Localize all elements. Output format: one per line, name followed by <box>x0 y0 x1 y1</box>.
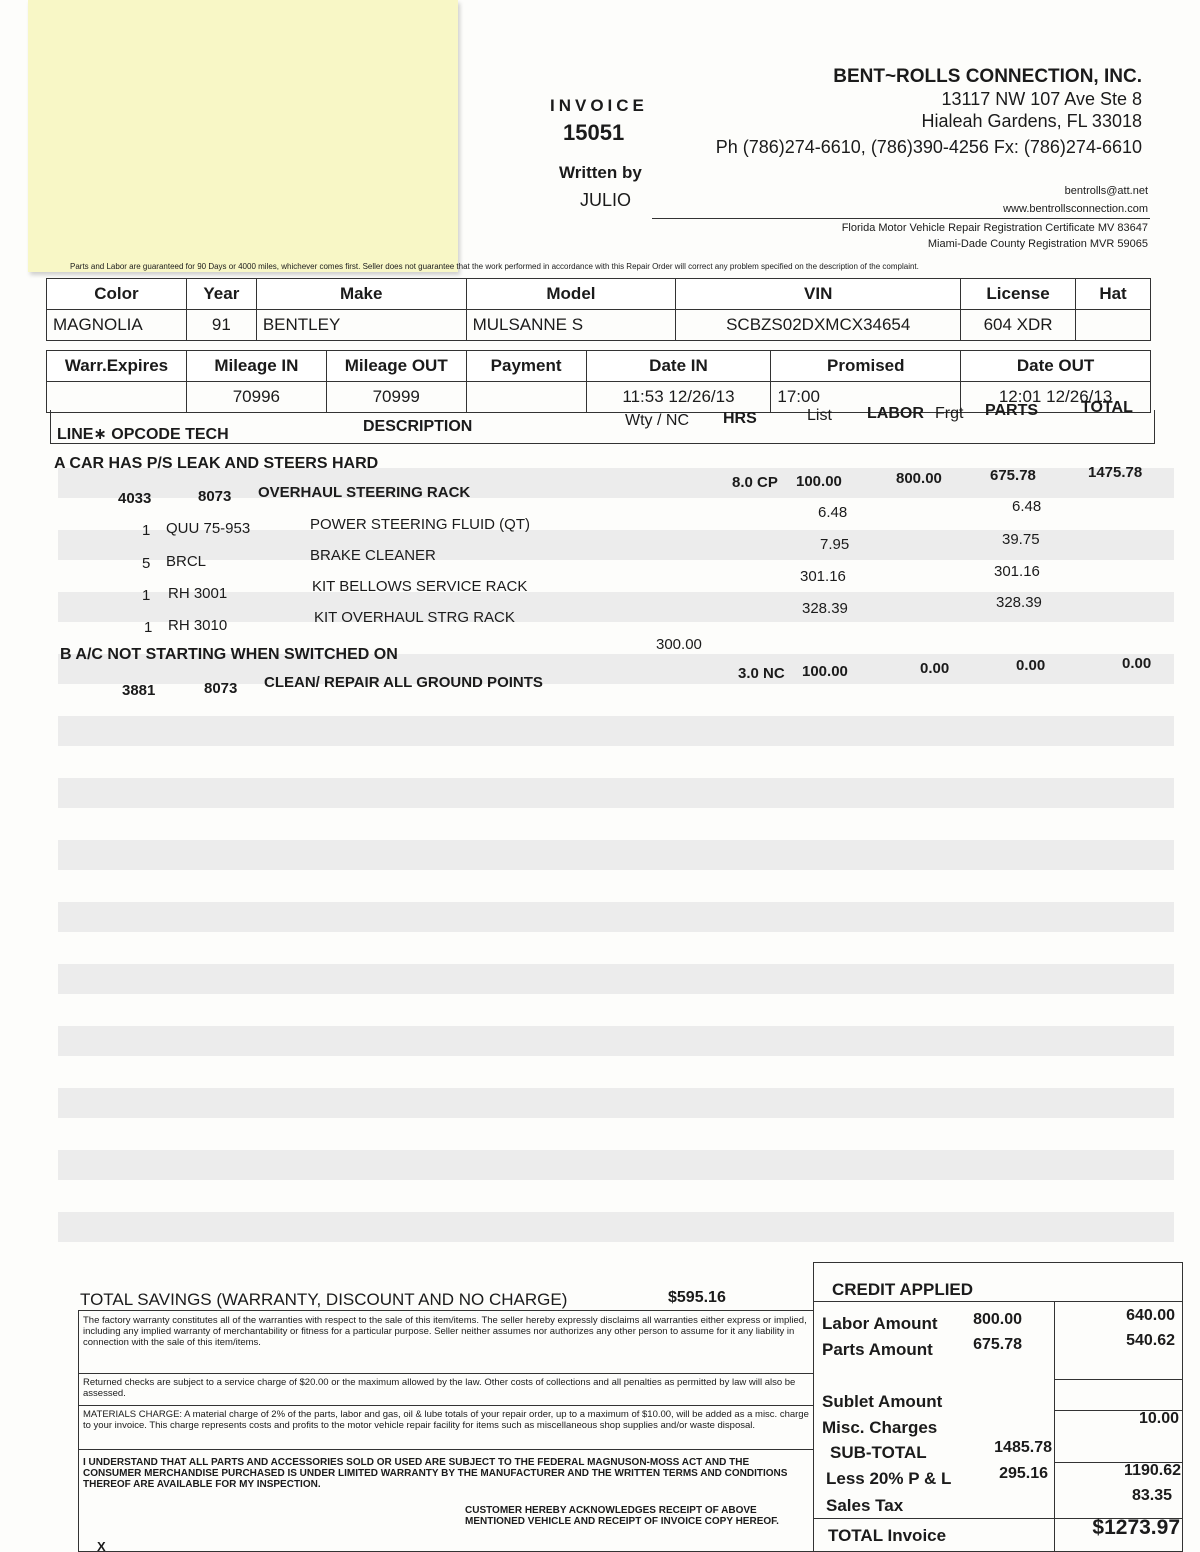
legal-divider <box>79 1449 813 1450</box>
line-b-hrs: 3.0 NC <box>738 665 785 682</box>
date-out-value: 12:01 12/26/13 <box>961 382 1151 413</box>
hat-value <box>1076 310 1151 341</box>
line-a-opcode: 4033 <box>118 490 152 507</box>
invoice-label: INVOICE <box>550 96 648 115</box>
vehicle-info-table <box>46 278 1151 341</box>
model-value: MULSANNE S <box>466 310 676 341</box>
company-address-2: Hialeah Gardens, FL 33018 <box>921 111 1142 131</box>
parts-amount-value: 675.78 <box>973 1336 1022 1353</box>
model-label: Model <box>466 279 676 310</box>
col-wty: Wty / NC <box>625 412 689 429</box>
sublet-amount-label: Sublet Amount <box>822 1392 943 1411</box>
warr-value <box>47 382 187 413</box>
part-amount: 6.48 <box>1012 498 1042 515</box>
date-in-label: Date IN <box>586 351 771 382</box>
part-qty: 1 <box>142 522 151 539</box>
date-in-value: 11:53 12/26/13 <box>586 382 771 413</box>
line-a-hrs: 8.0 CP <box>732 474 778 491</box>
hat-label: Hat <box>1076 279 1151 310</box>
total-invoice-value: $1273.97 <box>1092 1516 1180 1539</box>
part-desc: POWER STEERING FLUID (QT) <box>310 516 531 533</box>
col-frgt: Frgt <box>935 405 964 422</box>
sales-tax-value: 83.35 <box>1131 1487 1172 1504</box>
part-number: RH 3010 <box>168 617 228 634</box>
payment-label: Payment <box>466 351 586 382</box>
promised-value: 17:00 <box>771 382 961 413</box>
row-stripe <box>58 964 1174 994</box>
line-a-parts: 675.78 <box>990 467 1036 484</box>
part-number: BRCL <box>166 553 207 570</box>
col-hrs: HRS <box>723 410 757 427</box>
part-qty: 5 <box>142 555 151 572</box>
year-value: 91 <box>186 310 256 341</box>
sticky-note <box>28 0 458 272</box>
part-desc: BRAKE CLEANER <box>310 547 436 564</box>
total-invoice-label: TOTAL Invoice <box>828 1526 947 1545</box>
signature-mark: X <box>97 1539 106 1552</box>
part-list: 301.16 <box>800 568 846 585</box>
line-a-desc: OVERHAUL STEERING RACK <box>258 484 471 501</box>
mileage-in-label: Mileage IN <box>186 351 326 382</box>
subtotal-label: SUB-TOTAL <box>830 1443 927 1462</box>
warr-label: Warr.Expires <box>47 351 187 382</box>
make-value: BENTLEY <box>256 310 466 341</box>
returned-checks-text: Returned checks are subject to a service charge of $20.00 or the maximum allowed by the law. Other costs of collections and all penalties as permitted by law will also be assessed. <box>83 1377 796 1399</box>
registration-info <box>842 220 1148 252</box>
guarantee-text: Parts and Labor are guaranteed for 90 Days or 4000 miles, whichever comes first. Seller does not guarantee that the work performed in accordance with this Repair Order will correct any problem specified on the description of the complaint. <box>70 262 919 271</box>
vin-value: SCBZS02DXMCX34654 <box>676 310 961 341</box>
legal-divider <box>79 1405 813 1406</box>
line-a-tech: 8073 <box>198 488 232 505</box>
row-stripe <box>58 1150 1174 1180</box>
vin-label: VIN <box>676 279 961 310</box>
header-divider <box>652 218 1150 219</box>
part-desc: KIT BELLOWS SERVICE RACK <box>312 578 528 595</box>
registration-state: Florida Motor Vehicle Repair Registration Certificate MV 83647 <box>841 222 1148 234</box>
row-stripe <box>58 1088 1174 1118</box>
line-a-labor: 800.00 <box>896 470 942 487</box>
total-savings-amount: $595.16 <box>668 1289 726 1306</box>
line-b-desc: CLEAN/ REPAIR ALL GROUND POINTS <box>264 674 543 691</box>
credit-applied-label: CREDIT APPLIED <box>832 1280 974 1299</box>
materials-charge-text: MATERIALS CHARGE: A material charge of 2% of the parts, labor and gas, oil & lube totals of your repair order, up to a maximum of $10.00, will be added as a misc. charge to your invoice. This charge represents costs and profits to the motor vehicle repair facility for items such as miscellaneous shop supplies and/or waste disposal. <box>83 1409 809 1431</box>
written-by-name: JULIO <box>580 190 632 210</box>
row-stripe <box>58 1026 1174 1056</box>
mileage-out-label: Mileage OUT <box>326 351 466 382</box>
mileage-out-value: 70999 <box>326 382 466 413</box>
promised-label: Promised <box>771 351 961 382</box>
col-list: List <box>807 407 832 424</box>
payment-value <box>466 382 586 413</box>
year-label: Year <box>186 279 256 310</box>
magnuson-moss-text: I UNDERSTAND THAT ALL PARTS AND ACCESSORIES SOLD OR USED ARE SUBJECT TO THE FEDERAL MAGNUSON-MOSS ACT AND THE CONSUMER MERCHANDISE PURCHASED IS UNDER LIMITED WARRANTY BY THE MANUFACTURER AND THE WRITTEN TERMS AND CONDITIONS THEREOF ARE AVAILABLE FOR MY INSPECTION. <box>83 1457 788 1490</box>
line-a-title: A CAR HAS P/S LEAK AND STEERS HARD <box>54 455 379 472</box>
less-pl-net: 1190.62 <box>1124 1462 1181 1479</box>
part-qty: 1 <box>142 587 151 604</box>
totals-divider <box>813 1301 1183 1302</box>
line-b-wty-amount: 300.00 <box>656 636 702 653</box>
invoice-number: 15051 <box>563 120 625 145</box>
part-amount: 301.16 <box>994 563 1040 580</box>
labor-amount-credit: 640.00 <box>1126 1307 1175 1324</box>
row-stripe <box>58 716 1174 746</box>
part-list: 6.48 <box>818 504 848 521</box>
col-total: TOTAL <box>1081 399 1133 416</box>
line-a-rate: 100.00 <box>796 473 842 490</box>
color-value: MAGNOLIA <box>47 310 187 341</box>
part-list: 7.95 <box>820 536 850 553</box>
customer-acknowledgement: CUSTOMER HEREBY ACKNOWLEDGES RECEIPT OF ABOVE MENTIONED VEHICLE AND RECEIPT OF INVOICE COPY HEREOF. <box>465 1505 779 1527</box>
legal-terms-box <box>78 1310 814 1552</box>
labor-amount-value: 800.00 <box>973 1311 1022 1328</box>
row-stripe <box>58 840 1174 870</box>
company-address-1: 13117 NW 107 Ave Ste 8 <box>941 89 1142 109</box>
company-name: BENT~ROLLS CONNECTION, INC. <box>833 66 1142 87</box>
part-list: 328.39 <box>802 600 848 617</box>
date-out-label: Date OUT <box>961 351 1151 382</box>
subtotal-value: 1485.78 <box>994 1439 1052 1456</box>
totals-col-divider <box>1054 1301 1055 1552</box>
color-label: Color <box>47 279 187 310</box>
parts-amount-credit: 540.62 <box>1126 1332 1175 1349</box>
make-label: Make <box>256 279 466 310</box>
row-stripe <box>58 1212 1174 1242</box>
line-b-opcode: 3881 <box>122 682 156 699</box>
misc-charges-value: 10.00 <box>1138 1410 1179 1427</box>
labor-amount-label: Labor Amount <box>822 1314 938 1333</box>
line-column-header <box>50 399 1155 444</box>
row-stripe <box>58 902 1174 932</box>
line-b-labor: 0.00 <box>920 660 950 677</box>
col-description: DESCRIPTION <box>363 418 473 435</box>
line-b-parts: 0.00 <box>1016 657 1046 674</box>
totals-divider <box>1054 1379 1183 1380</box>
part-number: QUU 75-953 <box>166 520 251 537</box>
parts-amount-label: Parts Amount <box>822 1340 933 1359</box>
company-contact <box>1003 182 1148 218</box>
line-b-title: B A/C NOT STARTING WHEN SWITCHED ON <box>60 646 398 663</box>
written-by-label: Written by <box>559 163 642 182</box>
company-header <box>716 66 1142 158</box>
company-email: bentrolls@att.net <box>1064 185 1148 197</box>
part-number: RH 3001 <box>168 585 228 602</box>
line-b-rate: 100.00 <box>802 663 848 680</box>
part-amount: 39.75 <box>1002 531 1040 548</box>
mileage-in-value: 70996 <box>186 382 326 413</box>
row-stripe <box>58 778 1174 808</box>
legal-divider <box>79 1373 813 1374</box>
part-qty: 1 <box>144 619 153 636</box>
warranty-disclaimer: The factory warranty constitutes all of the warranties with respect to the sale of this item/items. The seller hereby expressly disclaims all warranties either express or implied, including any implied warranty of merchantability or fitness for a particular purpose. Seller neither assumes nor authorizes any other person to assume for it any liability in connection with the sale of this item/items. <box>83 1315 807 1348</box>
less-pl-label: Less 20% P & L <box>826 1469 952 1488</box>
part-amount: 328.39 <box>996 594 1042 611</box>
col-parts: PARTS <box>985 402 1039 419</box>
company-phone: Ph (786)274-6610, (786)390-4256 Fx: (786)274-6610 <box>715 137 1142 157</box>
col-labor: LABOR <box>867 405 924 422</box>
part-desc: KIT OVERHAUL STRG RACK <box>314 609 515 626</box>
line-a-total: 1475.78 <box>1088 464 1143 481</box>
company-website: www.bentrollsconnection.com <box>1003 203 1148 215</box>
line-b-tech: 8073 <box>204 680 238 697</box>
registration-county: Miami-Dade County Registration MVR 59065 <box>927 238 1148 250</box>
misc-charges-label: Misc. Charges <box>822 1418 938 1437</box>
sales-tax-label: Sales Tax <box>826 1496 904 1515</box>
license-value: 604 XDR <box>961 310 1076 341</box>
total-savings-label: TOTAL SAVINGS (WARRANTY, DISCOUNT AND NO CHARGE) <box>80 1290 568 1309</box>
license-label: License <box>961 279 1076 310</box>
line-b-total: 0.00 <box>1122 655 1152 672</box>
less-pl-value: 295.16 <box>999 1465 1048 1482</box>
col-line: LINE∗ OPCODE TECH <box>57 426 229 443</box>
